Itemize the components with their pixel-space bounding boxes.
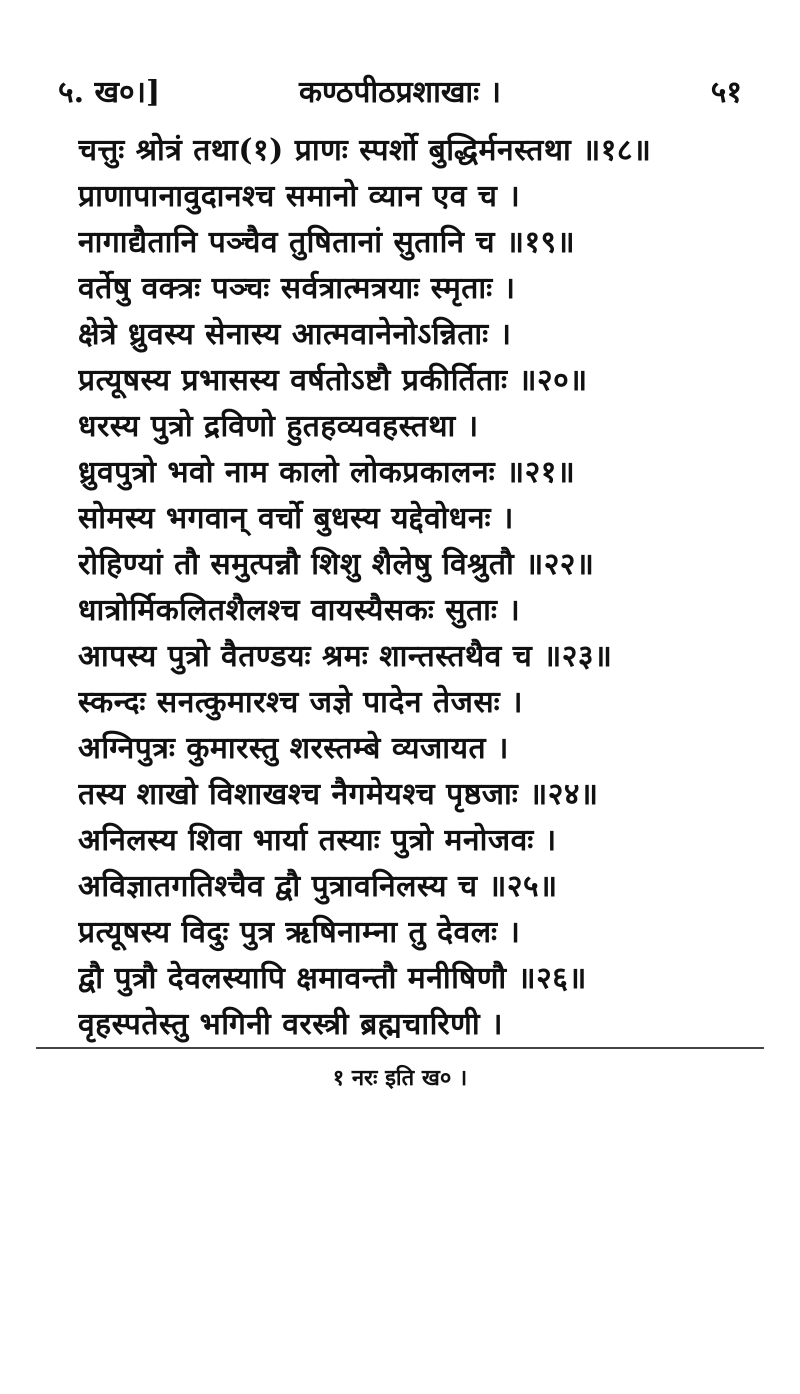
verse-line: रोहिण्यां तौ समुत्पन्नौ शिशु शैलेषु विश्रुतौ ॥२२॥ (78, 547, 595, 582)
verse-line: स्कन्दः सनत्कुमारश्च जज्ञे पादेन तेजसः । (78, 685, 523, 720)
verse-line: धात्रोर्मिकलितशैलश्च वायस्यैसकः सुताः । (78, 593, 521, 628)
verse-line: प्रत्यूषस्य विदुः पुत्र ऋषिनाम्ना तु देवलः । (78, 915, 521, 950)
footnote-divider (36, 1047, 764, 1049)
verse-line: आपस्य पुत्रो वैतण्डयः श्रमः शान्तस्तथैव च ॥२३॥ (78, 639, 613, 674)
running-header (58, 68, 742, 112)
verse-line: प्राणापानावुदानश्च समानो व्यान एव च । (78, 179, 521, 214)
verse-line: सोमस्य भगवान् वर्चो बुधस्य यद्देवोधनः । (78, 501, 514, 536)
header-title: कण्ठपीठप्रशाखाः । (298, 74, 502, 110)
verse-line: नागाद्यैतानि पञ्चैव तुषितानां सुतानि च ॥१९॥ (78, 225, 576, 260)
verse-line: प्रत्यूषस्य प्रभासस्य वर्षतोऽष्टौ प्रकीर्तिताः ॥२०॥ (78, 363, 588, 398)
verse-line: अनिलस्य शिवा भार्या तस्याः पुत्रो मनोजवः । (78, 823, 557, 858)
verse-line: चत्तुः श्रोत्रं तथा(१) प्राणः स्पर्शो बुद्धिर्मनस्तथा ॥१८॥ (78, 133, 652, 168)
verse-line: वृहस्पतेस्तु भगिनी वरस्त्री ब्रह्मचारिणी । (78, 1007, 503, 1042)
footnote: १ नरः इति ख० । (332, 1065, 468, 1091)
verse-line: अविज्ञातगतिश्चैव द्वौ पुत्रावनिलस्य च ॥२५॥ (78, 869, 558, 904)
verse-line: क्षेत्रे ध्रुवस्य सेनास्य आत्मवानेनोऽन्निताः । (78, 317, 512, 352)
page-number: ५१ (710, 74, 742, 110)
header-chapter-ref: ५. ख०।] (58, 74, 161, 110)
verse-line: धरस्य पुत्रो द्रविणो हुतहव्यवहस्तथा । (78, 409, 479, 444)
verse-line: वर्तेषु वक्त्रः पञ्चः सर्वत्रात्मत्रयाः स्मृताः । (78, 271, 516, 306)
verse-line: अग्निपुत्रः कुमारस्तु शरस्तम्बे व्यजायत । (78, 731, 509, 766)
verse-line: तस्य शाखो विशाखश्च नैगमेयश्च पृष्ठजाः ॥२४॥ (78, 777, 599, 812)
verse-line: ध्रुवपुत्रो भवो नाम कालो लोकप्रकालनः ॥२१॥ (78, 455, 576, 490)
verse-block (78, 128, 738, 1048)
verse-line: द्वौ पुत्रौ देवलस्यापि क्षमावन्तौ मनीषिणौ ॥२६॥ (78, 961, 587, 996)
